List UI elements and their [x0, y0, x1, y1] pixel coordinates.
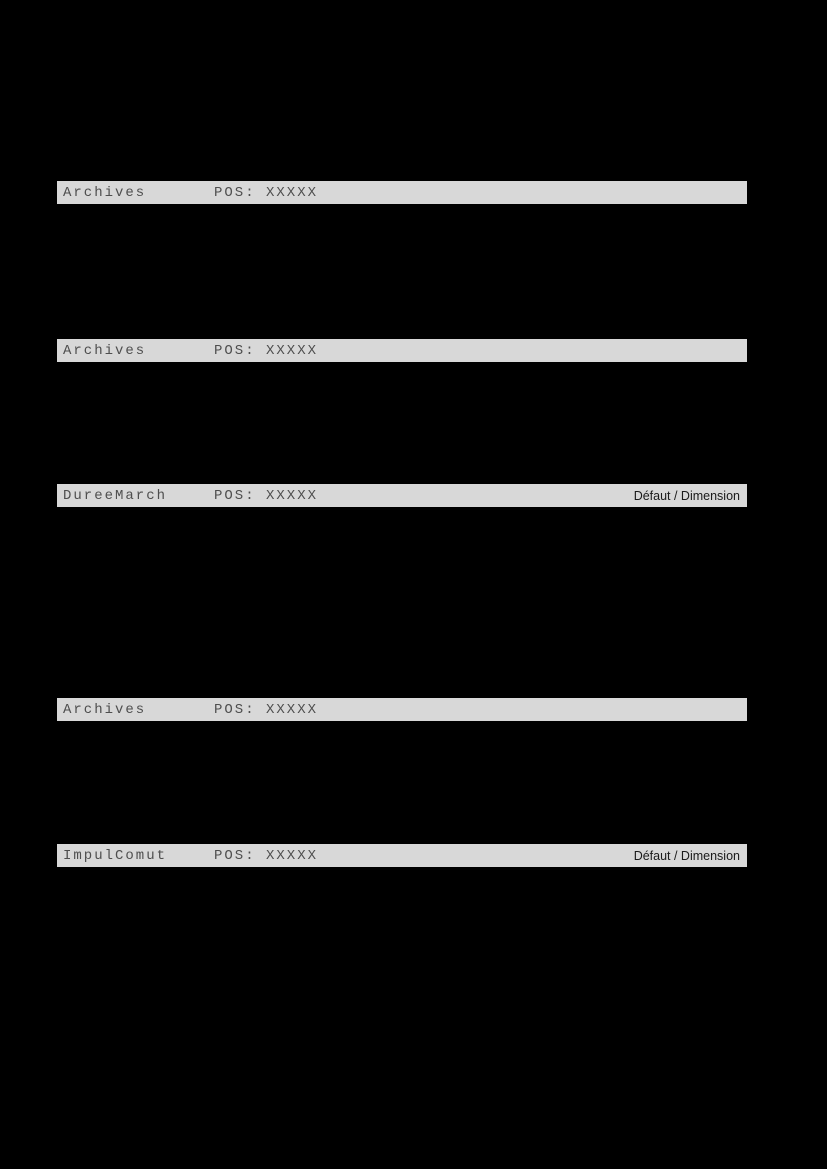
bar-pos-value: POS: XXXXX [214, 184, 319, 201]
bar-pos-value: POS: XXXXX [214, 701, 319, 718]
bar-title: Archives [63, 342, 147, 359]
bar-right-label: Défaut / Dimension [633, 848, 740, 863]
bar-pos-value: POS: XXXXX [214, 847, 319, 864]
bar-pos-value: POS: XXXXX [214, 342, 319, 359]
bar-title: DureeMarch [63, 487, 168, 504]
bar-pos-value: POS: XXXXX [214, 487, 319, 504]
bar-title: Archives [63, 184, 147, 201]
display-header-bar-impulcomut [57, 844, 747, 867]
display-header-bar-dureemarch [57, 484, 747, 507]
display-header-bar-archives-3 [57, 698, 747, 721]
bar-right-label: Défaut / Dimension [633, 488, 740, 503]
display-header-bar-archives-2 [57, 339, 747, 362]
display-header-bar-archives-1 [57, 181, 747, 204]
bar-title: Archives [63, 701, 147, 718]
bar-title: ImpulComut [63, 847, 168, 864]
